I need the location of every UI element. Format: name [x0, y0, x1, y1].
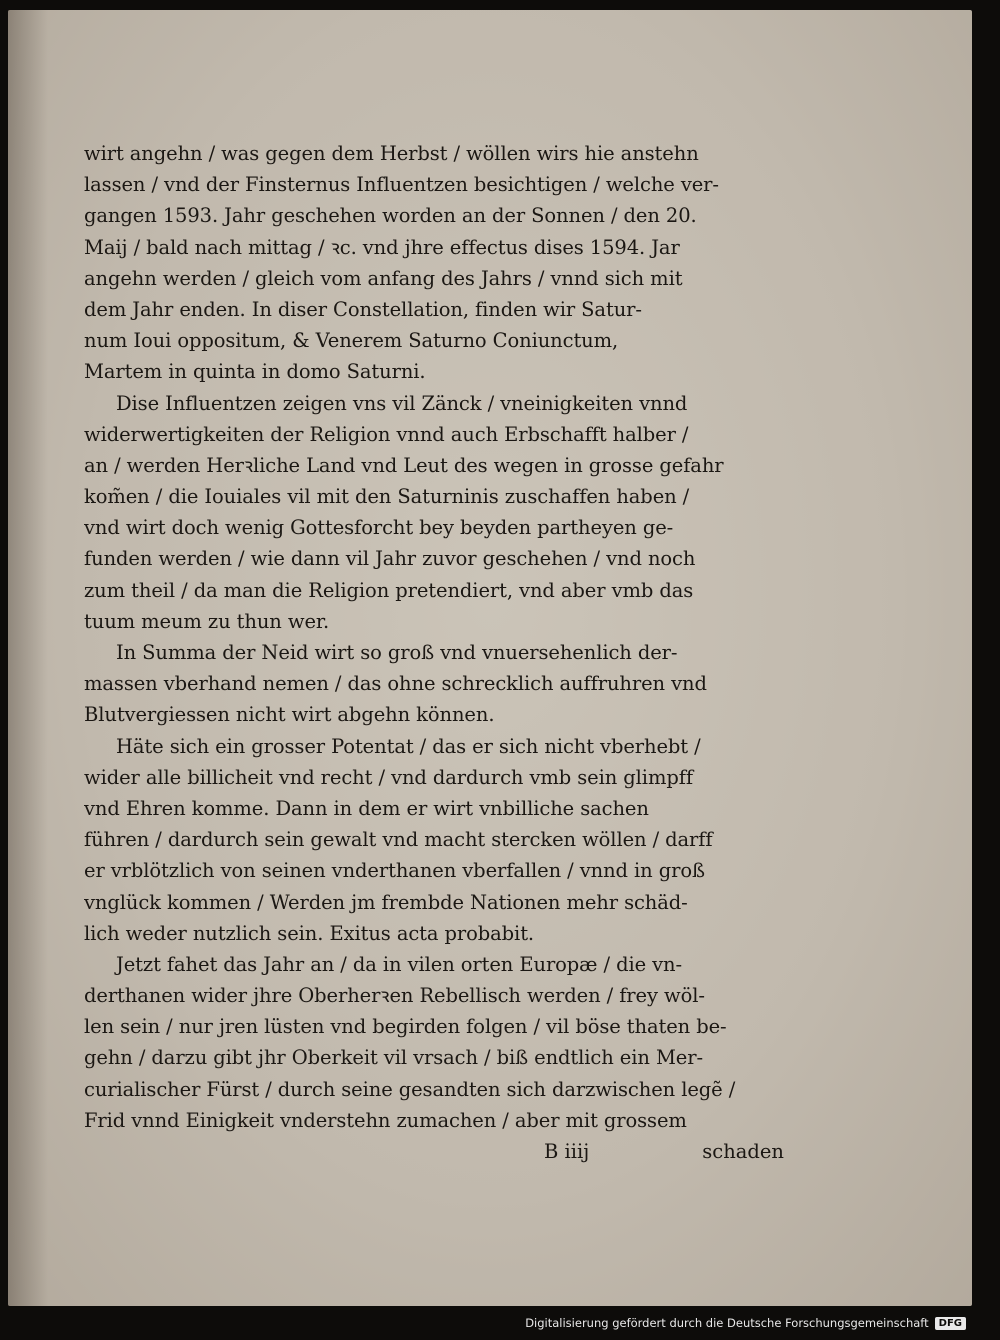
text-line: funden werden / wie dann vil Jahr zuvor geschehen / vnd noch: [84, 547, 696, 571]
text-line: vnd Ehren komme. Dann in dem er wirt vnbilliche sachen: [84, 796, 649, 820]
paragraph-start-line: In Summa der Neid wirt so groß vnd vnuersehenlich der-: [116, 641, 678, 664]
paragraph-start-line: Jetzt fahet das Jahr an / da in vilen orten Europæ / die vn-: [116, 952, 683, 976]
text-line: vnd wirt doch wenig Gottesforcht bey beyden partheyen ge-: [84, 516, 674, 540]
text-line: Frid vnnd Einigkeit vnderstehn zumachen / aber mit grossem: [84, 1108, 687, 1132]
text-line: tuum meum zu thun wer.: [84, 609, 330, 633]
text-line: widerwertigkeiten der Religion vnnd auch Erbschafft halber /: [84, 422, 689, 446]
text-line: curialischer Fürst / durch seine gesandten sich darzwischen legẽ /: [84, 1077, 736, 1101]
text-line: Blutvergiessen nicht wirt abgehn können.: [84, 703, 495, 727]
text-line: derthanen wider jhre Oberherꝛen Rebellisch werden / frey wöl-: [84, 984, 705, 1008]
text-line: lich weder nutzlich sein. Exitus acta probabit.: [84, 921, 535, 945]
scan-background-strip: [972, 0, 1000, 1310]
text-line: num Ioui oppositum, & Venerem Saturno Coniunctum,: [84, 329, 619, 353]
text-line: dem Jahr enden. In diser Constellation, finden wir Satur-: [84, 297, 642, 321]
text-line: angehn werden / gleich vom anfang des Jahrs / vnnd sich mit: [84, 266, 683, 290]
text-line: er vrblötzlich von seinen vnderthanen vberfallen / vnnd in groß: [84, 859, 705, 883]
catchword: schaden: [702, 1140, 784, 1163]
text-line: vnglück kommen / Werden jm frembde Nationen mehr schäd-: [84, 890, 688, 914]
gutter-shadow: [8, 10, 48, 1306]
text-line: an / werden Herꝛliche Land vnd Leut des wegen in grosse gefahr: [84, 453, 724, 477]
text-line: len sein / nur jren lüsten vnd begirden folgen / vil böse thaten be-: [84, 1015, 727, 1039]
text-line: zum theil / da man die Religion pretendiert, vnd aber vmb das: [84, 578, 694, 602]
dfg-logo: DFG: [935, 1317, 966, 1330]
page-footer-line: [84, 1140, 784, 1172]
credit-text: Digitalisierung gefördert durch die Deutsche Forschungsgemeinschaft: [525, 1316, 929, 1330]
text-line: wider alle billicheit vnd recht / vnd dardurch vmb sein glimpff: [84, 765, 693, 789]
text-line: wirt angehn / was gegen dem Herbst / wöllen wirs hie anstehn: [84, 142, 699, 165]
text-line: kom̃en / die Iouiales vil mit den Saturninis zuschaffen haben /: [84, 485, 690, 509]
text-line: Maij / bald nach mittag / ꝛc. vnd jhre effectus dises 1594. Jar: [84, 235, 680, 259]
paragraph-start-line: Häte sich ein grosser Potentat / das er sich nicht vberhebt /: [116, 734, 701, 758]
text-line: massen vberhand nemen / das ohne schrecklich auffruhren vnd: [84, 672, 707, 696]
text-line: gangen 1593. Jahr geschehen worden an der Sonnen / den 20.: [84, 204, 697, 228]
text-line: führen / dardurch sein gewalt vnd macht stercken wöllen / darff: [84, 828, 713, 852]
text-line: gehn / darzu gibt jhr Oberkeit vil vrsach / biß endtlich ein Mer-: [84, 1046, 703, 1070]
text-line: lassen / vnd der Finsternus Influentzen besichtigen / welche ver-: [84, 173, 719, 197]
text-line: Martem in quinta in domo Saturni.: [84, 360, 426, 384]
page-text: [84, 138, 784, 1136]
digitization-credit: [525, 1316, 966, 1330]
paragraph-start-line: Dise Influentzen zeigen vns vil Zänck / vneinigkeiten vnnd: [116, 391, 688, 415]
signature-mark: B iiij: [544, 1140, 590, 1163]
